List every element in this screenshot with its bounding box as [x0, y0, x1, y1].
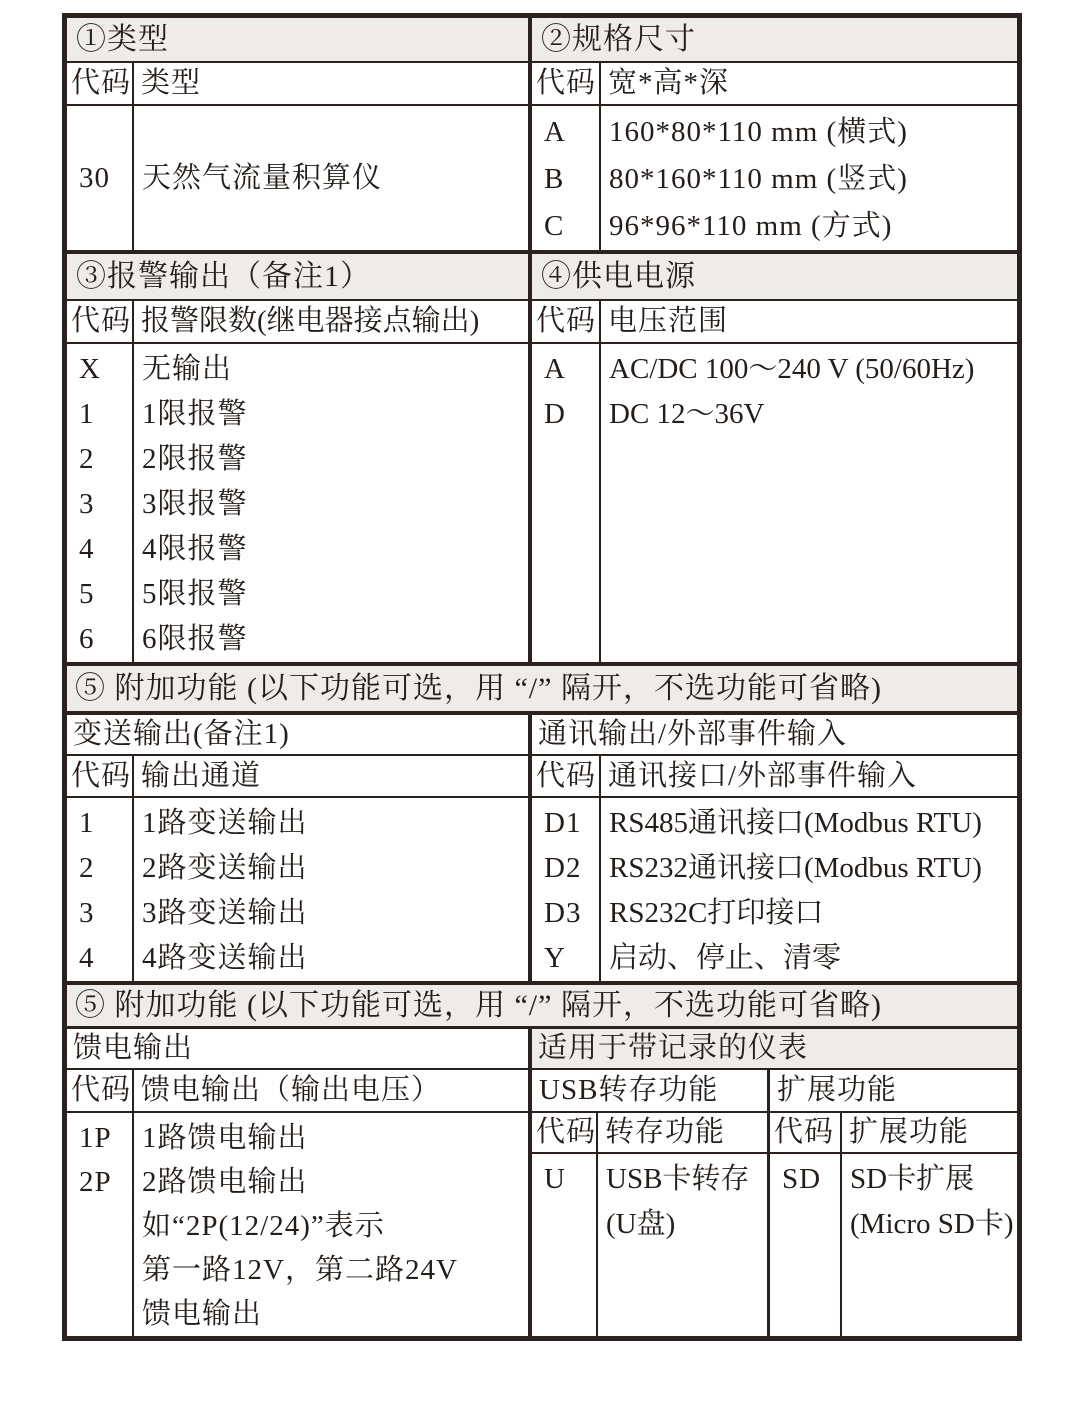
addon-banner-1: ⑤ 附加功能 (以下功能可选，用 “/” 隔开，不选功能可省略): [67, 666, 1017, 715]
desc-value: 80*160*110 mm (竖式): [609, 163, 908, 195]
code-value: 2P: [79, 1165, 112, 1198]
code-header: 代码: [67, 63, 134, 104]
code-value: D2: [544, 852, 582, 884]
section-size-body: [532, 106, 1017, 250]
desc-value: 第一路12V，第二路24V: [142, 1253, 458, 1286]
desc-value: 2路馈电输出: [142, 1165, 308, 1198]
code-header: 代码: [532, 63, 601, 104]
section-feed: [67, 1029, 532, 1336]
addon-banner-2: ⑤ 附加功能 (以下功能可选，用 “/” 隔开，不选功能可省略): [67, 985, 1017, 1029]
code-header: 代码: [67, 301, 134, 342]
desc-value: SD卡扩展: [850, 1163, 975, 1195]
desc-value: (Micro SD卡): [850, 1208, 1014, 1240]
code-cell: [67, 344, 134, 662]
desc-value: 启动、停止、清零: [609, 942, 842, 974]
section-transmit-body: [67, 798, 528, 981]
code-value: 4: [79, 942, 95, 974]
code-cell: [532, 798, 601, 981]
section-feed-header-row: [67, 1070, 528, 1113]
usb-title: USB转存功能: [539, 1074, 719, 1106]
desc-value: AC/DC 100～240 V (50/60Hz): [609, 353, 975, 385]
desc-cell: [601, 344, 1017, 662]
code-header: 代码: [67, 1070, 134, 1111]
record-columns: [532, 1070, 1017, 1336]
section-alarm-title: ③报警输出（备注1）: [67, 254, 528, 301]
spec-ordering-table: [62, 13, 1022, 1341]
section-type: [67, 18, 532, 250]
code-value: Y: [544, 942, 566, 974]
code-header: 代码: [532, 301, 601, 342]
code-value: 4: [79, 533, 95, 565]
code-value: 1: [79, 807, 95, 839]
desc-value: 1限报警: [142, 398, 248, 430]
desc-value: 2限报警: [142, 443, 248, 475]
row-type-size: [67, 18, 1017, 254]
code-cell: [532, 106, 601, 250]
code-value: U: [544, 1163, 566, 1195]
desc-cell: [598, 1154, 767, 1336]
desc-header: 输出通道: [141, 759, 262, 792]
code-value: D: [544, 398, 566, 430]
section-transmit-header-row: [67, 756, 528, 798]
code-value: SD: [782, 1163, 822, 1195]
desc-value: 无输出: [142, 353, 233, 385]
row-feed-record: [67, 1029, 1017, 1336]
desc-value: 6限报警: [142, 623, 248, 655]
section-record: [532, 1029, 1017, 1336]
code-cell: [770, 1154, 842, 1336]
code-header: 代码: [532, 1113, 598, 1152]
section-power: [532, 254, 1017, 662]
desc-cell: [842, 1154, 1017, 1336]
desc-cell: [134, 798, 528, 981]
code-header: 代码: [770, 1113, 842, 1152]
desc-value: 96*96*110 mm (方式): [609, 210, 893, 242]
code-cell: [67, 106, 134, 250]
desc-value: DC 12～36V: [609, 398, 765, 430]
code-value: 3: [79, 488, 95, 520]
desc-value: (U盘): [606, 1208, 676, 1240]
section-type-body: [67, 106, 528, 250]
section-comm-body: [532, 798, 1017, 981]
desc-value: 如“2P(12/24)”表示: [142, 1209, 385, 1242]
desc-value: 5限报警: [142, 578, 248, 610]
section-comm-subtitle: 通讯输出/外部事件输入: [532, 715, 1017, 756]
desc-value: RS485通讯接口(Modbus RTU): [609, 807, 982, 839]
desc-value: 3路变送输出: [142, 897, 308, 929]
desc-value: 2路变送输出: [142, 852, 308, 884]
desc-value: 3限报警: [142, 488, 248, 520]
code-value: 5: [79, 578, 95, 610]
desc-value: RS232通讯接口(Modbus RTU): [609, 852, 982, 884]
code-cell: [67, 798, 134, 981]
desc-value: 4限报警: [142, 533, 248, 565]
code-value: A: [544, 116, 566, 148]
sd-title-row: [770, 1070, 1017, 1113]
section-power-body: [532, 344, 1017, 662]
code-value: 30: [79, 161, 110, 194]
code-cell: [532, 344, 601, 662]
desc-header: 类型: [141, 67, 202, 99]
sd-title: 扩展功能: [777, 1074, 898, 1106]
row-transmit-comm: [67, 715, 1017, 985]
desc-value: 天然气流量积算仪: [142, 161, 383, 194]
code-cell: [67, 1113, 134, 1336]
desc-value: 1路馈电输出: [142, 1121, 308, 1154]
row-alarm-power: [67, 254, 1017, 666]
desc-header: 馈电输出（输出电压）: [141, 1074, 442, 1106]
code-value: 2: [79, 443, 95, 475]
sd-subsection: [770, 1070, 1017, 1336]
code-header: 代码: [532, 756, 601, 796]
code-cell: [532, 1154, 598, 1336]
sd-body: [770, 1154, 1017, 1336]
desc-cell: [601, 106, 1017, 250]
desc-value: 160*80*110 mm (横式): [609, 116, 908, 148]
code-value: B: [544, 163, 565, 195]
desc-cell: [134, 106, 528, 250]
usb-title-row: [532, 1070, 767, 1113]
desc-cell: [601, 798, 1017, 981]
code-value: X: [79, 353, 101, 385]
section-alarm: [67, 254, 532, 662]
code-value: D1: [544, 807, 582, 839]
sd-header-row: [770, 1113, 1017, 1154]
section-comm: [532, 715, 1017, 981]
code-value: A: [544, 353, 566, 385]
code-value: 2: [79, 852, 95, 884]
desc-value: 馈电输出: [142, 1297, 263, 1330]
section-size-title: ②规格尺寸: [532, 18, 1017, 63]
desc-value: USB卡转存: [606, 1163, 750, 1195]
section-size-header-row: [532, 63, 1017, 106]
usb-subsection: [532, 1070, 770, 1336]
desc-cell: [134, 344, 528, 662]
desc-header: 报警限数(继电器接点输出): [141, 305, 480, 337]
desc-header: 转存功能: [605, 1116, 726, 1148]
code-value: 6: [79, 623, 95, 655]
desc-header: 宽*高*深: [608, 67, 730, 99]
usb-body: [532, 1154, 767, 1336]
section-record-subtitle: 适用于带记录的仪表: [532, 1029, 1017, 1070]
desc-value: 4路变送输出: [142, 942, 308, 974]
code-value: 1: [79, 398, 95, 430]
section-size: [532, 18, 1017, 250]
section-feed-body: [67, 1113, 528, 1336]
desc-cell: [134, 1113, 528, 1336]
code-value: D3: [544, 897, 582, 929]
section-alarm-body: [67, 344, 528, 662]
code-value: 1P: [79, 1121, 112, 1154]
section-feed-subtitle: 馈电输出: [67, 1029, 528, 1070]
section-power-title: ④供电电源: [532, 254, 1017, 301]
desc-header: 通讯接口/外部事件输入: [608, 759, 918, 792]
section-transmit-subtitle: 变送输出(备注1): [67, 715, 528, 756]
section-comm-header-row: [532, 756, 1017, 798]
code-header: 代码: [67, 756, 134, 796]
section-type-header-row: [67, 63, 528, 106]
usb-header-row: [532, 1113, 767, 1154]
section-power-header-row: [532, 301, 1017, 344]
code-value: 3: [79, 897, 95, 929]
code-value: C: [544, 210, 565, 242]
section-transmit: [67, 715, 532, 981]
section-type-title: ①类型: [67, 18, 528, 63]
desc-header: 电压范围: [608, 305, 729, 337]
section-alarm-header-row: [67, 301, 528, 344]
desc-header: 扩展功能: [849, 1116, 970, 1148]
desc-value: RS232C打印接口: [609, 897, 824, 929]
desc-value: 1路变送输出: [142, 807, 308, 839]
